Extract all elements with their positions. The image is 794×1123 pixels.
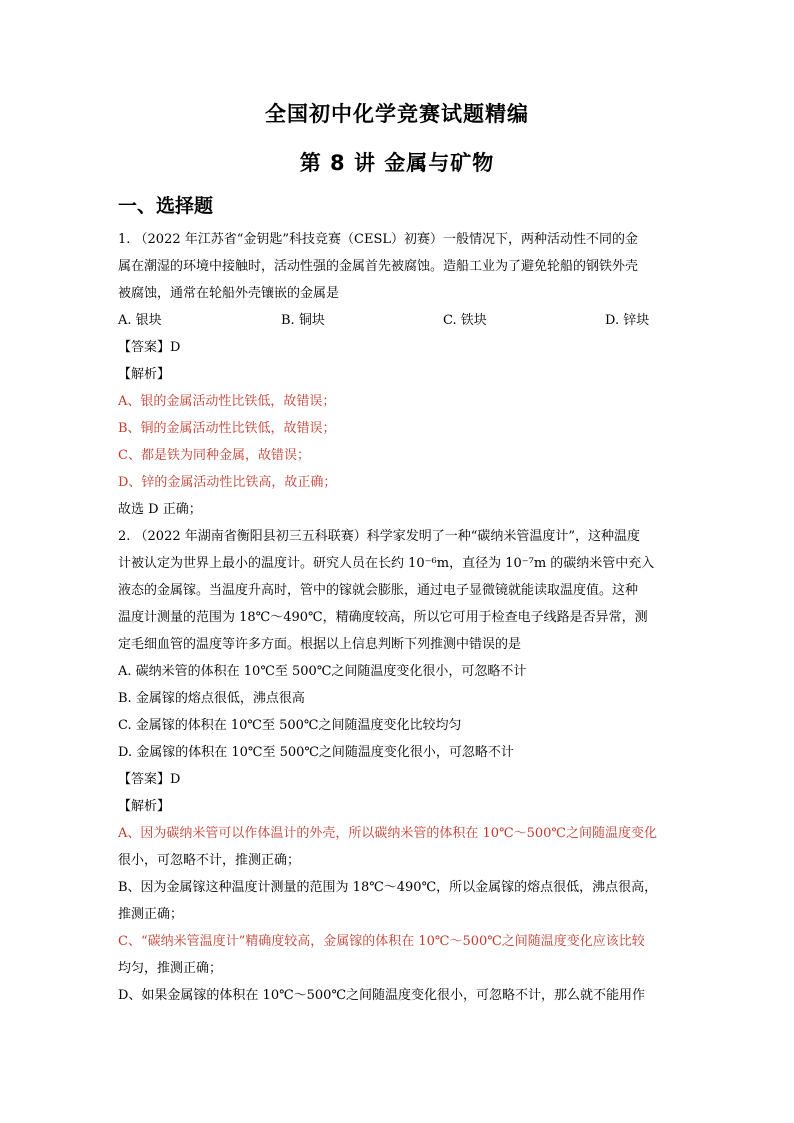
lecture-title: 第 8 讲 金属与矿物 (299, 151, 495, 175)
q2-stem-line: 液态的金属镓。当温度升高时，管中的镓就会膨胀，通过电子显微镜就能读取温度值。这种 (118, 583, 639, 598)
q1-option-b: B. 铜块 (281, 313, 325, 328)
q1-answer: 【答案】D (118, 340, 181, 355)
q2-option-c: C. 金属镓的体积在 10℃至 500℃之间随温度变化比较均匀 (118, 718, 462, 733)
q2-analysis-line: D、如果金属镓的体积在 10℃～500℃之间随温度变化很小，可忽略不计，那么就不能用作 (118, 988, 645, 1003)
q2-stem-line: 定毛细血管的温度等许多方面。根据以上信息判断下列推测中错误的是 (118, 637, 522, 652)
q1-analysis-label: 【解析】 (118, 367, 171, 382)
q2-answer: 【答案】D (118, 772, 181, 787)
q2-option-d: D. 金属镓的体积在 10℃至 500℃之间随温度变化很小，可忽略不计 (118, 745, 514, 760)
q1-conclusion: 故选 D 正确； (118, 502, 202, 517)
q1-option-a: A. 银块 (118, 313, 162, 328)
q1-stem-line: 被腐蚀，通常在轮船外壳镶嵌的金属是 (118, 286, 340, 301)
document-title: 全国初中化学竞赛试题精编 (265, 102, 529, 126)
q2-analysis-line: C、“碳纳米管温度计”精确度较高，金属镓的体积在 10℃～500℃之间随温度变化应该比较 (118, 934, 645, 949)
q1-stem-line: 属在潮湿的环境中接触时，活动性强的金属首先被腐蚀。造船工业为了避免轮船的钢铁外壳 (118, 259, 639, 274)
section-heading: 一、选择题 (118, 195, 214, 217)
q1-analysis-line: A、银的金属活动性比铁低，故错误； (118, 394, 336, 409)
q2-analysis-line: 很小，可忽略不计，推测正确； (118, 853, 301, 868)
q2-option-a: A. 碳纳米管的体积在 10℃至 500℃之间随温度变化很小，可忽略不计 (118, 664, 527, 679)
q1-stem-line: 1. （2022 年江苏省“金钥匙”科技竞赛（CESL）初赛）一般情况下，两种活动性不同的金 (118, 232, 639, 247)
q2-stem-line: 2. （2022 年湖南省衡阳县初三五科联赛）科学家发明了一种“碳纳米管温度计”，这种温度 (118, 529, 641, 544)
q2-stem-line: 计被认定为世界上最小的温度计。研究人员在长约 10⁻⁶m，直径为 10⁻⁷m 的碳纳米管中充入 (118, 556, 655, 571)
q2-analysis-line: 均匀，推测正确； (118, 961, 223, 976)
q1-option-c: C. 铁块 (443, 313, 487, 328)
q2-analysis-label: 【解析】 (118, 799, 171, 814)
q1-option-d: D. 锌块 (605, 313, 650, 328)
q2-analysis-line: 推测正确； (118, 907, 184, 922)
q1-analysis-line: D、锌的金属活动性比铁高，故正确； (118, 475, 337, 490)
q1-analysis-line: B、铜的金属活动性比铁低，故错误； (118, 421, 336, 436)
q2-analysis-line: A、因为碳纳米管可以作体温计的外壳，所以碳纳米管的体积在 10℃～500℃之间随温度变化 (118, 826, 657, 841)
q2-stem-line: 温度计测量的范围为 18℃～490℃，精确度较高，所以它可用于检查电子线路是否异常，测 (118, 610, 648, 625)
q2-analysis-line: B、因为金属镓这种温度计测量的范围为 18℃～490℃，所以金属镓的熔点很低，沸点很高， (118, 880, 658, 895)
q2-option-b: B. 金属镓的熔点很低，沸点很高 (118, 691, 305, 706)
q1-analysis-line: C、都是铁为同种金属，故错误； (118, 448, 310, 463)
